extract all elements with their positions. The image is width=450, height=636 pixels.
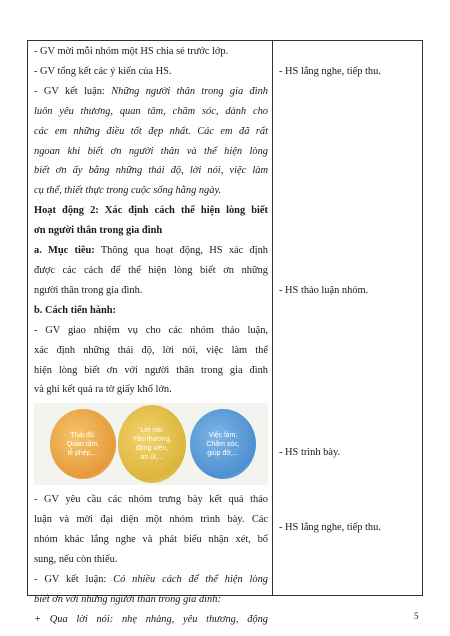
student-note: - HS lắng nghe, tiếp thu. [279, 522, 381, 533]
bubble-text: Yêu thương, [132, 436, 172, 444]
goal-label: a. Mục tiêu: [34, 245, 95, 257]
text-line: - GV tổng kết các ý kiến của HS. [34, 65, 172, 77]
bubble-text: Việc làm: [208, 431, 238, 439]
display-line: - GV yêu cầu các nhóm trưng bày kết quả thảo [34, 494, 268, 506]
conclusion-prefix: - GV kết luận: [34, 85, 112, 97]
conclusion-line [34, 82, 268, 102]
student-note: - HS lắng nghe, tiếp thu. [279, 66, 381, 77]
bubble-text: động viên, [135, 445, 169, 453]
conclusion-line: + Qua lời nói: nhẹ nhàng, yêu thương, động [34, 613, 268, 625]
goal-line: người thân trong gia đình. [34, 284, 143, 296]
conclusion-line: cụ thể, thiết thực trong cuộc sống hằng ngày. [34, 185, 222, 197]
method-line: và ghi kết quả ra tờ giấy khổ lớn. [34, 384, 172, 396]
display-line: sung, nếu còn thiếu. [34, 554, 118, 566]
gratitude-ways-figure [34, 403, 268, 485]
words-bubble [118, 405, 186, 483]
activity-title: ơn người thân trong gia đình [34, 225, 163, 237]
bubble-text: lễ phép,... [67, 449, 99, 457]
conclusion-line: biết ơn ấy bằng những thái độ, lời nói, việc làm [34, 165, 268, 177]
conclusion-line: ngoan khi biết ơn người thân và thể hiện lòng [34, 145, 268, 157]
bubble-text: giúp đỡ,... [207, 449, 239, 457]
method-line: xác định những thái độ, lời nói, việc làm thể [34, 344, 268, 356]
goal-text: Thông qua hoạt động, HS xác định [94, 245, 268, 257]
teacher-activities-column [34, 42, 268, 630]
bubble-text: Chăm sóc, [206, 440, 240, 448]
column-divider [272, 41, 273, 595]
conclusion-line: các em những điều tốt đẹp nhất. Các em đã rất [34, 125, 268, 137]
bubble-text: an ủi,... [140, 454, 164, 462]
goal-line [34, 241, 268, 261]
conclusion-line [34, 570, 268, 590]
student-note: - HS trình bày. [279, 447, 341, 458]
student-note: - HS thảo luận nhóm. [279, 285, 369, 296]
display-line: nhóm khác lắng nghe và phát biểu nhận xét, bổ [34, 534, 268, 546]
goal-line: được các cách để thể hiện lòng biết ơn những [34, 264, 268, 276]
bubble-text: Lời nói: [140, 427, 164, 435]
activity-title: Hoạt động 2: Xác định cách thể hiện lòng biết [34, 205, 268, 217]
text-line: - GV mời mỗi nhóm một HS chia sẻ trước lớp. [34, 46, 229, 57]
method-line: - GV giao nhiệm vụ cho các nhóm thảo luận, [34, 324, 268, 336]
page-number: 5 [414, 611, 419, 621]
bubble-text: Thái độ: [70, 431, 96, 439]
conclusion-prefix: - GV kết luận: [34, 573, 114, 585]
method-line: hiện lòng biết ơn với người thân trong gia đình [34, 364, 268, 376]
actions-bubble [190, 409, 256, 479]
attitude-bubble [50, 409, 116, 479]
display-line: luận và mời đại diện một nhóm trình bày. Các [34, 514, 268, 526]
conclusion-text: Có nhiều cách để thể hiện lòng [113, 573, 268, 585]
conclusion-line: luôn yêu thương, quan tâm, chăm sóc, dành cho [34, 105, 268, 117]
lesson-table [27, 40, 423, 625]
method-label: b. Cách tiến hành: [34, 304, 116, 316]
bubble-text: Quan tâm, [66, 440, 100, 448]
conclusion-text: Những người thân trong gia đình [111, 85, 268, 97]
conclusion-line: biết ơn với những người thân trong gia đình: [34, 593, 221, 605]
